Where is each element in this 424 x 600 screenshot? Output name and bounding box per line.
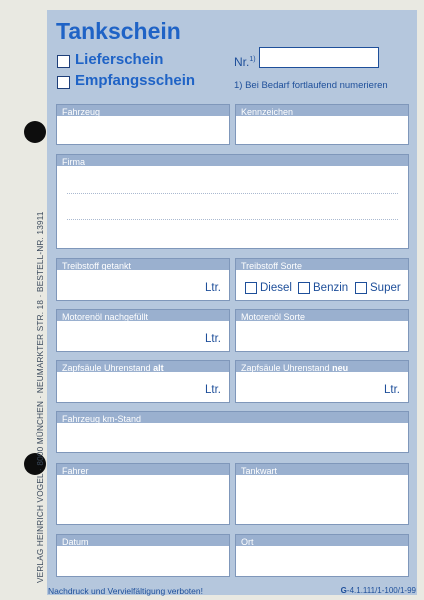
diesel-label: Diesel <box>260 282 292 294</box>
kennzeichen-label: Kennzeichen <box>241 107 294 117</box>
form-title: Tankschein <box>56 18 181 44</box>
datum-field[interactable] <box>56 534 230 577</box>
treibstoff-sorte-label: Treibstoff Sorte <box>241 261 303 271</box>
diesel-checkbox[interactable] <box>245 282 257 294</box>
datum-label: Datum <box>62 537 89 547</box>
benzin-checkbox[interactable] <box>298 282 310 294</box>
motorenoel-sorte-field[interactable] <box>235 309 409 352</box>
lieferschein-checkbox[interactable] <box>57 55 70 68</box>
kennzeichen-field[interactable] <box>235 104 409 145</box>
km-stand-field[interactable] <box>56 411 409 453</box>
treibstoff-sorte-field <box>235 258 409 301</box>
zapfsaeule-neu-label: Zapfsäule Uhrenstand neu <box>241 363 349 373</box>
tankwart-field[interactable] <box>235 463 409 525</box>
firma-field[interactable] <box>56 154 409 249</box>
fahrer-field[interactable] <box>56 463 230 525</box>
unit-liter: Ltr. <box>205 282 221 294</box>
field-header <box>57 155 408 166</box>
ort-label: Ort <box>241 537 254 547</box>
unit-liter: Ltr. <box>205 333 221 345</box>
super-label: Super <box>370 282 401 294</box>
fahrzeug-field[interactable] <box>56 104 230 145</box>
benzin-option[interactable] <box>298 282 348 294</box>
writing-line <box>67 193 398 194</box>
fahrer-label: Fahrer <box>62 466 89 476</box>
lieferschein-label: Lieferschein <box>75 51 164 68</box>
treibstoff-getankt-label: Treibstoff getankt <box>62 261 132 271</box>
fahrzeug-label: Fahrzeug <box>62 107 101 117</box>
zapfsaeule-alt-field[interactable] <box>56 360 230 403</box>
publisher-side-text: VERLAG HEINRICH VOGEL · 8000 MÜNCHEN · NEUMARKTER STR. 18 · BESTELL-NR. 13911 <box>36 211 45 583</box>
motorenoel-nachgefuellt-label: Motorenöl nachgefüllt <box>62 312 149 322</box>
punch-hole-top <box>24 121 46 143</box>
unit-liter: Ltr. <box>205 384 221 396</box>
km-stand-label: Fahrzeug km-Stand <box>62 414 142 424</box>
super-checkbox[interactable] <box>355 282 367 294</box>
nr-input[interactable] <box>259 47 379 68</box>
zapfsaeule-neu-field[interactable] <box>235 360 409 403</box>
ort-field[interactable] <box>235 534 409 577</box>
treibstoff-getankt-field[interactable] <box>56 258 230 301</box>
zapfsaeule-alt-label: Zapfsäule Uhrenstand alt <box>62 363 164 373</box>
motorenoel-nachgefuellt-field[interactable] <box>56 309 230 352</box>
footnote: 1) Bei Bedarf fortlaufend numerieren <box>234 80 388 91</box>
unit-liter: Ltr. <box>384 384 400 396</box>
writing-line <box>67 219 398 220</box>
benzin-label: Benzin <box>313 282 349 294</box>
diesel-option[interactable] <box>245 282 292 294</box>
field-header <box>236 535 408 546</box>
empfangsschein-label: Empfangsschein <box>75 72 196 89</box>
form-code: G-4.1.111/1-100/1-99 <box>340 586 416 595</box>
empfangsschein-checkbox[interactable] <box>57 76 70 89</box>
copyright-notice: Nachdruck und Vervielfältigung verboten! <box>48 586 203 596</box>
nr-label: Nr.$^{1)}$ <box>234 55 256 69</box>
firma-label: Firma <box>62 157 85 167</box>
tankwart-label: Tankwart <box>241 466 278 476</box>
motorenoel-sorte-label: Motorenöl Sorte <box>241 312 306 322</box>
super-option[interactable] <box>355 282 401 294</box>
